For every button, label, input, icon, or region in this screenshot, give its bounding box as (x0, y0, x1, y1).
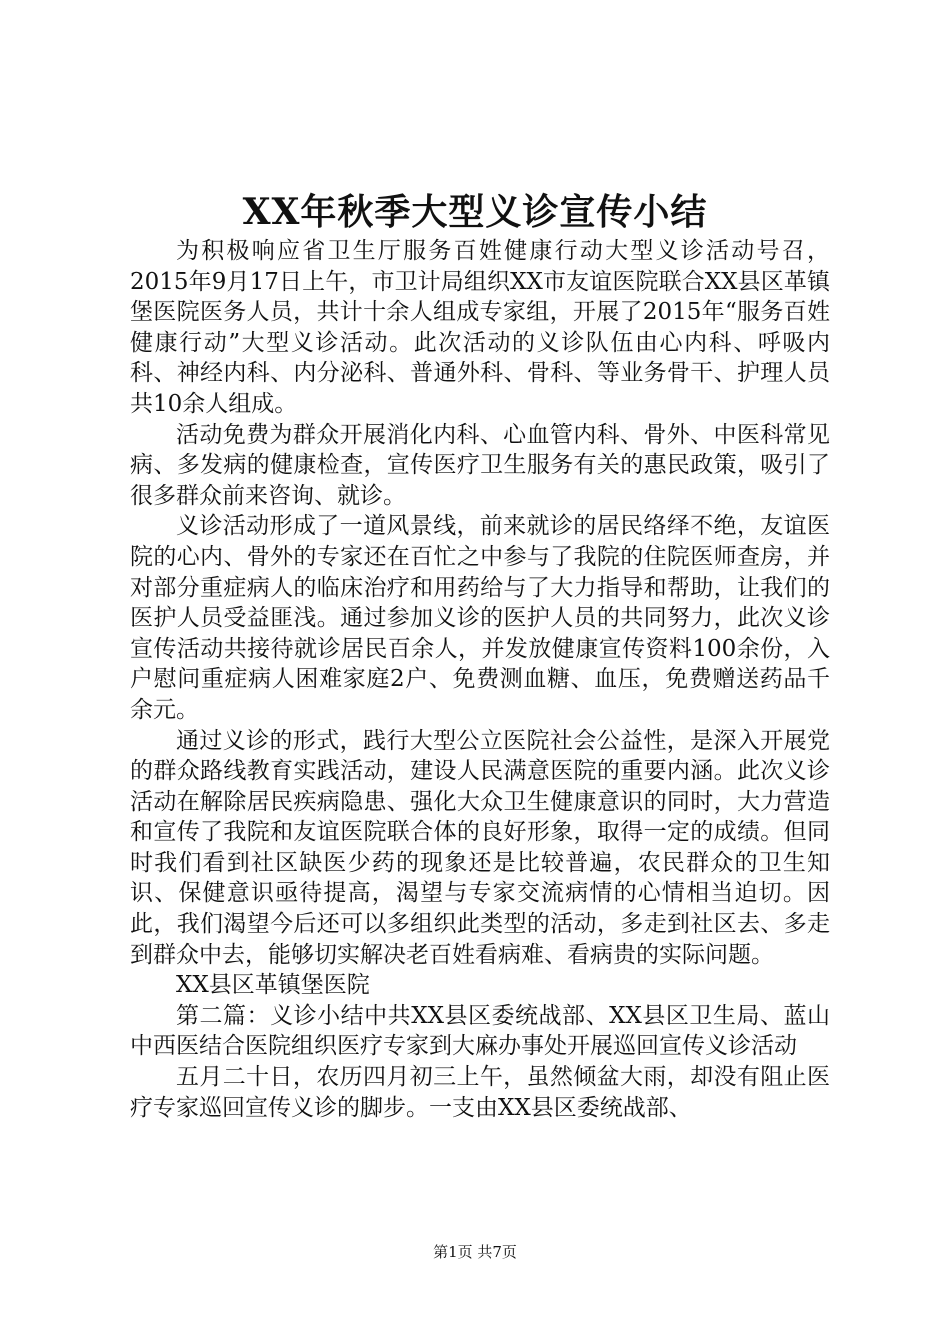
page-footer: 第1页 共7页 (433, 1243, 517, 1261)
paragraph-conclusion: 通过义诊的形式，践行大型公立医院社会公益性，是深入开展党的群众路线教育实践活动，建设人民满意医院的重要内涵。此次义诊活动在解除居民疾病隐患、强化大众卫生健康意识的同时，大力营造和宣传了我院和友谊医院联合体的良好形象，取得一定的成绩。但同时我们看到社区缺医少药的现象还是比较普遍，农民群众的卫生知识、保健意识亟待提高，渴望与专家交流病情的心情相当迫切。因此，我们渴望今后还可以多组织此类型的活动，多走到社区去、多走到群众中去，能够切实解决老百姓看病难、看病贵的实际问题。 (130, 727, 830, 968)
paragraph-second-part-heading: 第二篇：义诊小结中共XX县区委统战部、XX县区卫生局、蓝山中西医结合医院组织医疗专家到大麻办事处开展巡回宣传义诊活动 (130, 1002, 830, 1060)
paragraph-second-part-body: 五月二十日，农历四月初三上午，虽然倾盆大雨，却没有阻止医疗专家巡回宣传义诊的脚步。一支由XX县区委统战部、 (130, 1064, 830, 1121)
paragraph-free-checkup: 活动免费为群众开展消化内科、心血管内科、骨外、中医科常见病、多发病的健康检查，宣传医疗卫生服务有关的惠民政策，吸引了很多群众前来咨询、就诊。 (130, 421, 830, 509)
paragraph-intro: 为积极响应省卫生厅服务百姓健康行动大型义诊活动号召，2015年9月17日上午，市卫计局组织XX市友谊医院联合XX县区革镇堡医院医务人员，共计十余人组成专家组，开展了2015年“服务百姓健康行动”大型义诊活动。此次活动的义诊队伍由心内科、呼吸内科、神经内科、内分泌科、普通外科、骨科、等业务骨干、护理人员共10余人组成。 (130, 238, 830, 417)
paragraph-activity-results: 义诊活动形成了一道风景线，前来就诊的居民络绎不绝，友谊医院的心内、骨外的专家还在百忙之中参与了我院的住院医师查房，并对部分重症病人的临床治疗和用药给与了大力指导和帮助，让我们的医护人员受益匪浅。通过参加义诊的医护人员的共同努力，此次义诊宣传活动共接待就诊居民百余人，并发放健康宣传资料100余份，入户慰问重症病人困难家庭2户、免费测血糖、血压，免费赠送药品千余元。 (130, 513, 830, 723)
document-title: XX年秋季大型义诊宣传小结 (242, 191, 708, 233)
paragraph-signature: XX县区革镇堡医院 (176, 972, 370, 999)
document-body (130, 236, 830, 1123)
